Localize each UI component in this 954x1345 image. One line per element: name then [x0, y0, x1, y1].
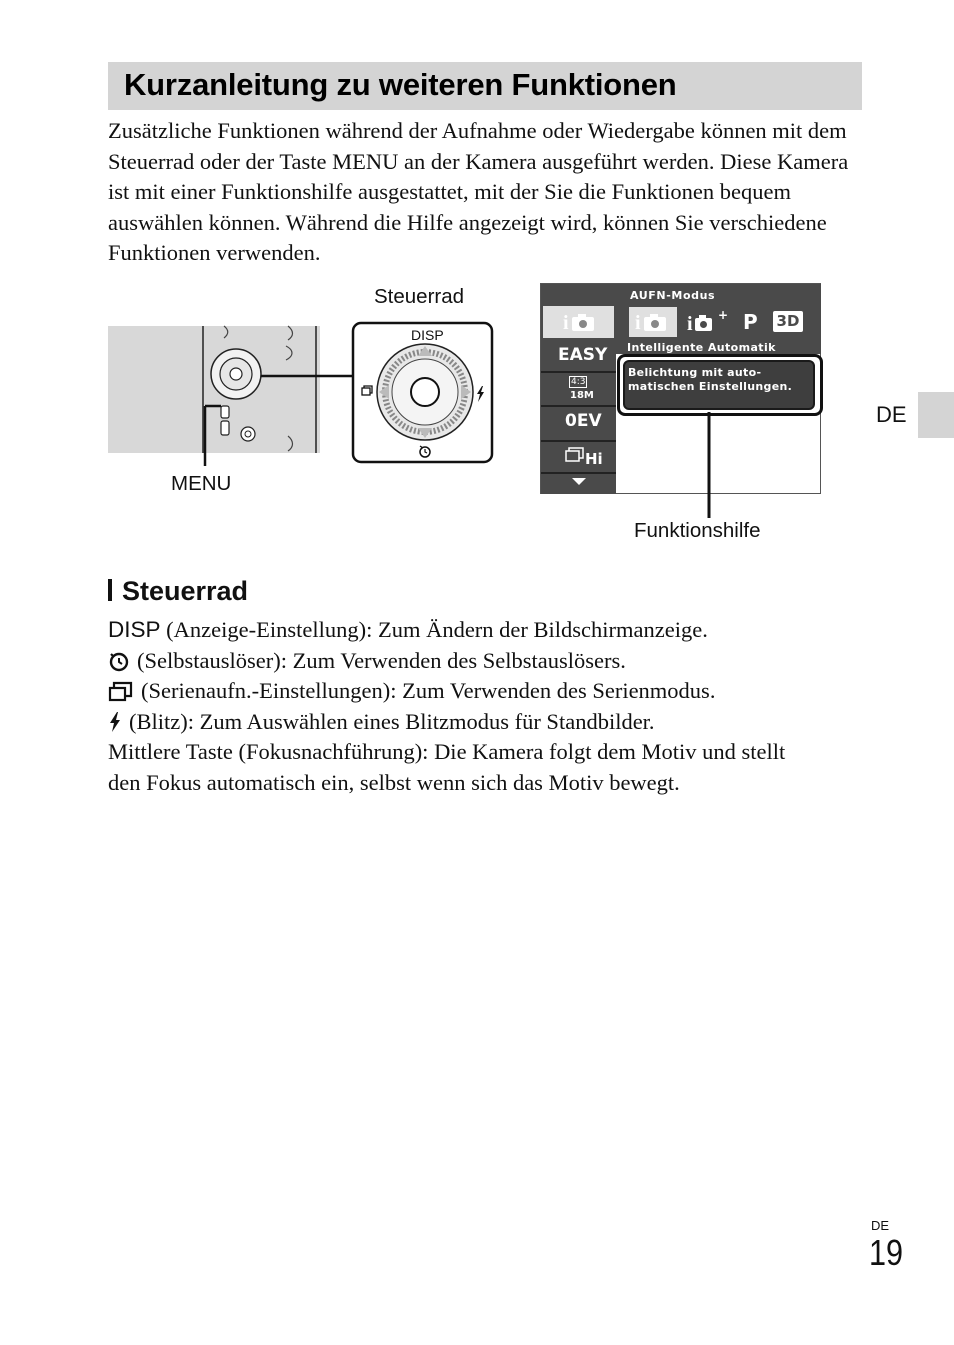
mode-3d: 3D [773, 311, 803, 332]
page-language-code: DE [871, 1218, 890, 1233]
list-item-burst [108, 676, 868, 707]
left-divider-3 [541, 440, 616, 442]
mode-intelligent-auto-icon [635, 310, 671, 334]
camera-body-illustration [108, 326, 323, 456]
svg-text:i: i [635, 312, 641, 334]
section-heading-text: Steuerrad [122, 576, 249, 606]
left-divider-2 [541, 405, 616, 407]
left-item-easy: EASY [558, 345, 608, 365]
self-timer-description: (Selbstauslöser): Zum Verwenden des Selbstauslösers. [137, 647, 626, 673]
disp-key-label: DISP [108, 617, 161, 642]
disp-description: (Anzeige-Einstellung): Zum Ändern der Bildschirmanzeige. [160, 617, 708, 642]
left-item-drive: Hi [585, 450, 603, 468]
svg-text:i: i [687, 313, 693, 335]
section-heading-marker [108, 579, 112, 601]
left-item-size: 18M [570, 390, 594, 401]
language-tab-label: DE [876, 402, 907, 427]
mode-program: P [743, 310, 758, 334]
screen-header: AUFN-Modus [630, 289, 716, 302]
page-title: Kurzanleitung zu weiteren Funktionen [124, 67, 677, 102]
svg-text:i: i [563, 312, 569, 334]
steuerrad-functions-list [108, 615, 868, 798]
intro-paragraph: Zusätzliche Funktionen während der Aufnahme oder Wiedergabe können mit dem Steuerrad oder der Taste MENU an der Kamera ausgeführt werden. Diese Kamera ist mit einer Funktionshilfe ausgestattet, mit der Sie die Funktionen bequem auswählen können. Während die Hilfe angezeigt wird, können Sie verschiedene Funktionen verwenden. [108, 118, 849, 265]
flash-icon [108, 711, 122, 733]
funktionshilfe-callout-label: Funktionshilfe [634, 519, 761, 542]
scroll-down-arrow-icon [571, 477, 587, 487]
flash-description: (Blitz): Zum Auswählen eines Blitzmodus für Standbilder. [129, 708, 655, 734]
dial-disp-label: DISP [411, 327, 444, 343]
left-divider-4 [541, 472, 616, 474]
language-side-tab [918, 392, 954, 438]
list-item-center-button [108, 737, 868, 768]
left-divider-1 [541, 371, 616, 373]
burst-mode-icon [108, 680, 134, 702]
screen-mode-label: Intelligente Automatik [627, 341, 776, 354]
list-item-center-button-cont [108, 768, 868, 799]
list-item-disp [108, 615, 868, 646]
center-button-line-1: Mittlere Taste (Fokusnachführung): Die Kamera folgt dem Motiv und stellt [108, 739, 786, 764]
tip-text-line-1: Belichtung mit auto- [628, 366, 762, 379]
tip-text-line-2: matischen Einstellungen. [628, 380, 793, 393]
center-button-line-2: den Fokus automatisch ein, selbst wenn sich das Motiv bewegt. [108, 769, 680, 795]
drive-burst-icon [565, 446, 585, 464]
self-timer-icon [108, 650, 130, 672]
section-heading [108, 576, 248, 607]
left-item-ev: 0EV [565, 411, 602, 431]
steuerrad-callout-label: Steuerrad [374, 285, 465, 308]
burst-description: (Serienaufn.-Einstellungen): Zum Verwenden des Serienmodus. [141, 678, 716, 703]
camera-screen [540, 283, 821, 494]
left-item-aspect: 4:3 [571, 377, 586, 387]
page-number: 19 [869, 1232, 904, 1273]
mode-superior-auto-icon [687, 310, 717, 334]
mode-plus-sign: + [718, 308, 729, 322]
intelligent-auto-icon [563, 310, 599, 334]
control-wheel-illustration [352, 322, 494, 464]
funktionshilfe-leader-line [700, 412, 720, 522]
list-item-self-timer [108, 646, 868, 677]
title-bar [108, 62, 862, 110]
menu-callout-label: MENU [171, 472, 232, 495]
list-item-flash [108, 707, 868, 738]
